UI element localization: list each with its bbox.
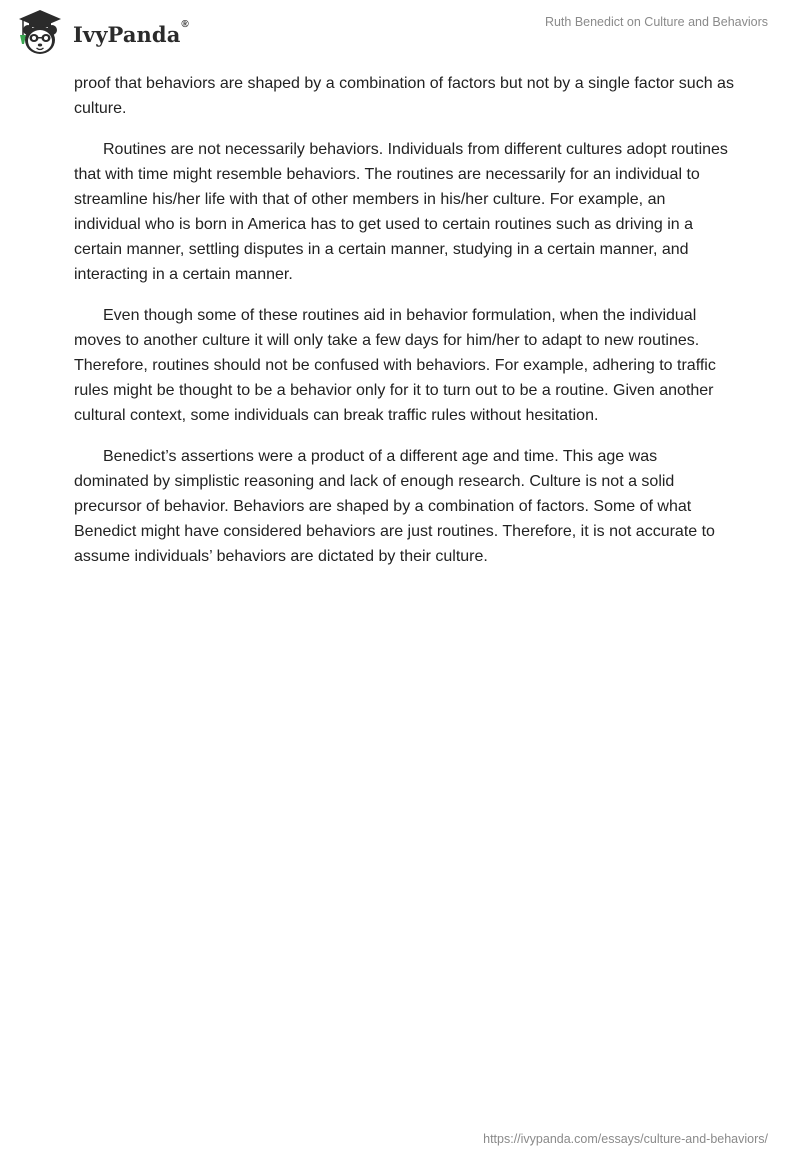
paragraph-continued: proof that behaviors are shaped by a combination of factors but not by a single factor such as culture. (74, 75, 734, 117)
brand-name: IvyPanda® (73, 18, 189, 47)
panda-graduate-logo-icon (15, 8, 65, 58)
brand-logo[interactable] (15, 8, 189, 58)
registered-mark: ® (181, 18, 189, 30)
source-url[interactable]: https://ivypanda.com/essays/culture-and-behaviors/ (483, 1132, 768, 1146)
paragraph: Benedict’s assertions were a product of a different age and time. This age was dominated by simplistic reasoning and lack of enough research. Culture is not a solid precursor of behavior. Behaviors are shaped by a combination of factors. Some of what Benedict might have considered behaviors are just routines. Therefore, it is not accurate to assume individuals’ behaviors are dictated by their culture. (74, 448, 715, 565)
essay-body (74, 71, 734, 585)
paragraph: Routines are not necessarily behaviors. Individuals from different cultures adopt routines that with time might resemble behaviors. The routines are necessarily for an individual to streamline his/her life with that of other members in his/her culture. For example, an individual who is born in America has to get used to certain routines such as driving in a certain manner, settling disputes in a certain manner, studying in a certain manner, and interacting in a certain manner. (74, 141, 728, 283)
paragraph: Even though some of these routines aid in behavior formulation, when the individual moves to another culture it will only take a few days for him/her to adapt to new routines. Therefore, routines should not be confused with behaviors. For example, adhering to traffic rules might be thought to be a behavior only for it to turn out to be a routine. Given another cultural context, some individuals can break traffic rules without hesitation. (74, 307, 716, 424)
document-title: Ruth Benedict on Culture and Behaviors (544, 15, 768, 29)
page-header (0, 0, 800, 70)
